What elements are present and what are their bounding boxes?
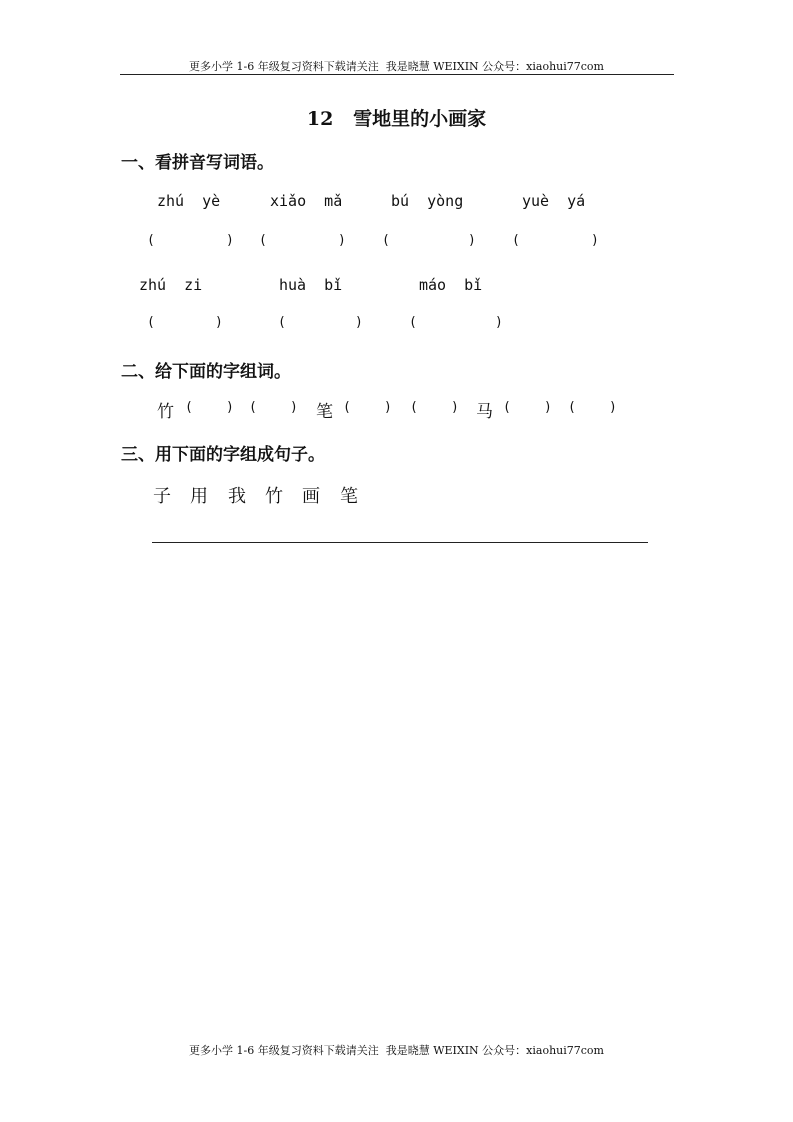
group-blank-close: ) xyxy=(609,400,617,415)
section-3-heading: 三、用下面的字组成句子。 xyxy=(121,445,325,465)
pinyin-xiao-ma: xiǎo mǎ xyxy=(270,192,343,210)
answer-blank-open: ( xyxy=(147,315,155,330)
group-blank-close: ) xyxy=(384,400,392,415)
group-char-zhu: 竹 xyxy=(157,402,174,422)
page-footer: 更多小学 1-6 年级复习资料下载请关注 我是晓慧 WEIXIN 公众号：xiaohui77com xyxy=(189,1044,604,1057)
answer-blank-open: ( xyxy=(382,233,390,248)
group-blank-open: ( xyxy=(503,400,511,415)
answer-blank-close: ) xyxy=(591,233,599,248)
answer-blank-open: ( xyxy=(278,315,286,330)
worksheet-title: 12 雪地里的小画家 xyxy=(306,108,487,130)
pinyin-zhu-ye: zhú yè xyxy=(157,192,221,210)
section-1-heading: 一、看拼音写词语。 xyxy=(121,153,274,173)
page-header: 更多小学 1-6 年级复习资料下载请关注 我是晓慧 WEIXIN 公众号：xiaohui77com xyxy=(189,60,604,73)
answer-blank-close: ) xyxy=(215,315,223,330)
group-char-bi: 笔 xyxy=(316,402,333,422)
answer-blank-close: ) xyxy=(468,233,476,248)
group-char-ma: 马 xyxy=(476,402,493,422)
answer-blank-open: ( xyxy=(512,233,520,248)
pinyin-bu-yong: bú yòng xyxy=(391,192,464,210)
group-blank-open: ( xyxy=(410,400,418,415)
answer-blank-open: ( xyxy=(147,233,155,248)
group-blank-open: ( xyxy=(185,400,193,415)
answer-blank-close: ) xyxy=(226,233,234,248)
answer-blank-open: ( xyxy=(259,233,267,248)
sentence-word: 画 xyxy=(302,486,320,507)
sentence-word: 我 xyxy=(228,486,246,507)
answer-blank-close: ) xyxy=(338,233,346,248)
group-blank-close: ) xyxy=(451,400,459,415)
group-blank-close: ) xyxy=(226,400,234,415)
group-blank-close: ) xyxy=(290,400,298,415)
group-blank-open: ( xyxy=(343,400,351,415)
group-blank-open: ( xyxy=(249,400,257,415)
answer-blank-close: ) xyxy=(495,315,503,330)
header-divider xyxy=(120,74,674,75)
pinyin-zhu-zi: zhú zi xyxy=(139,276,203,294)
sentence-word: 用 xyxy=(190,486,208,507)
group-blank-close: ) xyxy=(544,400,552,415)
answer-blank-close: ) xyxy=(355,315,363,330)
answer-blank-open: ( xyxy=(409,315,417,330)
pinyin-yue-ya: yuè yá xyxy=(522,192,586,210)
section-2-heading: 二、给下面的字组词。 xyxy=(121,362,291,382)
sentence-word: 笔 xyxy=(340,486,358,507)
sentence-word: 竹 xyxy=(265,486,283,507)
pinyin-hua-bi: huà bǐ xyxy=(279,276,343,294)
sentence-answer-line xyxy=(152,542,648,543)
group-blank-open: ( xyxy=(568,400,576,415)
pinyin-mao-bi: máo bǐ xyxy=(419,276,483,294)
sentence-word: 子 xyxy=(153,486,171,507)
